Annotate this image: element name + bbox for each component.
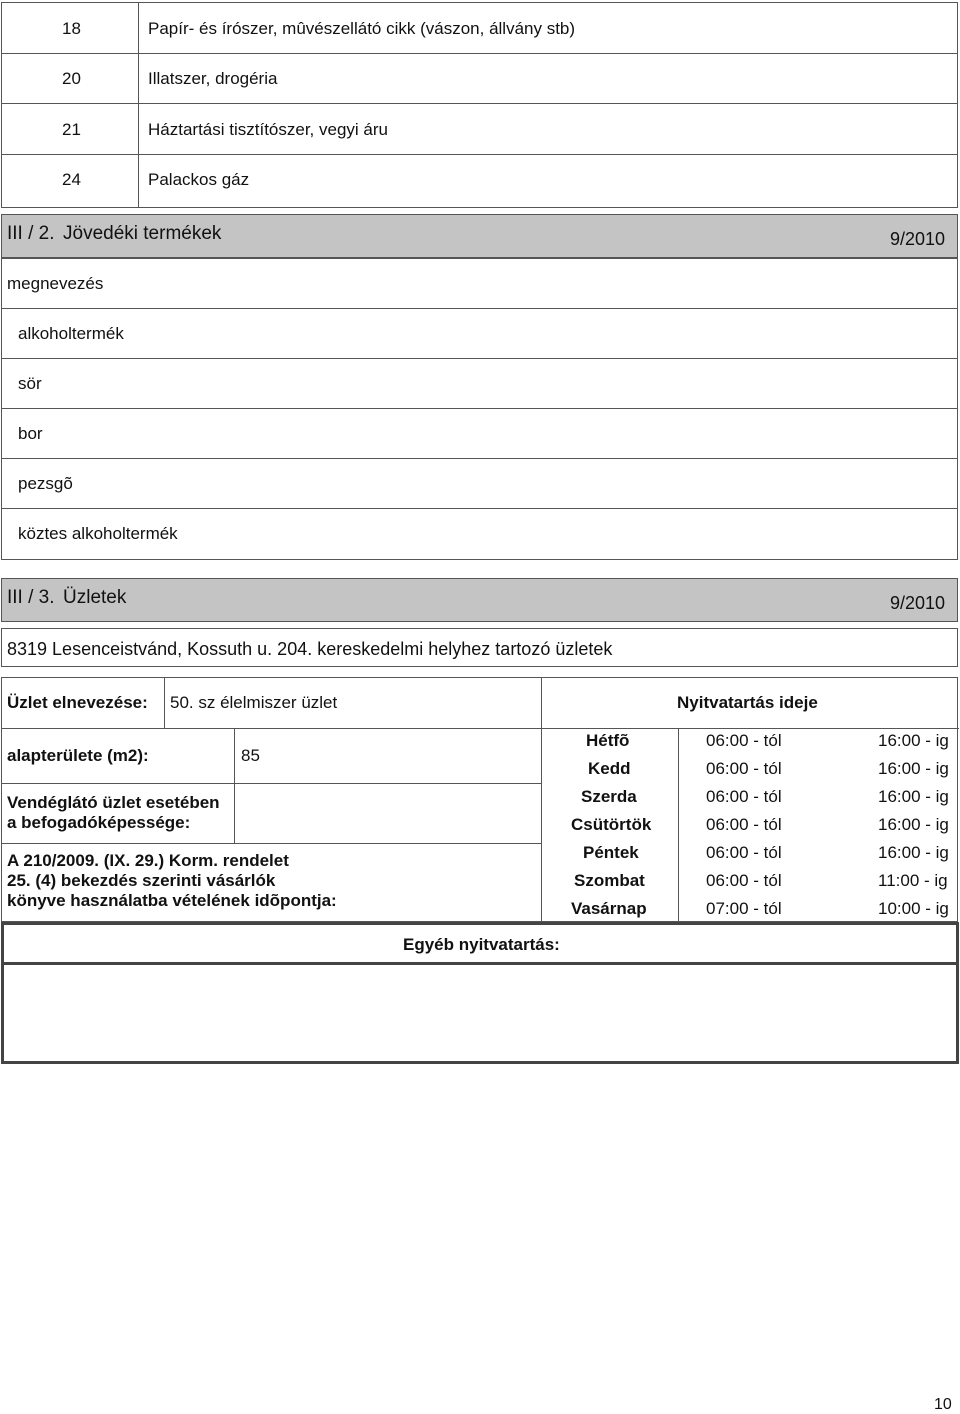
area-value: 85 (241, 746, 260, 765)
capacity-label: a befogadóképessége: (7, 813, 191, 832)
open-from: 06:00 - tól (706, 759, 782, 778)
capacity-label: Vendéglátó üzlet esetében (7, 793, 220, 812)
section2-date: 9/2010 (889, 229, 945, 249)
open-to: 11:00 - ig (878, 871, 948, 890)
open-from: 06:00 - tól (706, 871, 782, 890)
ledger-label: könyve használatba vételének idõpontja: (7, 891, 337, 910)
section2-title: Jövedéki termékek (63, 223, 222, 244)
open-to: 16:00 - ig (878, 815, 949, 834)
open-to: 16:00 - ig (878, 731, 949, 750)
day-label: Péntek (583, 843, 639, 862)
shop-address: 8319 Lesenceistvánd, Kossuth u. 204. kereskedelmi helyhez tartozó üzletek (7, 639, 613, 659)
section2-title-prefix: III / 2. (7, 223, 55, 244)
category-code: 21 (62, 120, 81, 139)
open-from: 06:00 - tól (706, 787, 782, 806)
excise-item: sör (18, 374, 42, 393)
shop-name-value: 50. sz élelmiszer üzlet (170, 693, 338, 712)
open-to: 16:00 - ig (878, 843, 949, 862)
area-label: alapterülete (m2): (7, 746, 149, 765)
open-from: 06:00 - tól (706, 731, 782, 750)
open-to: 10:00 - ig (878, 899, 949, 918)
category-name: Háztartási tisztítószer, vegyi áru (148, 120, 388, 139)
category-code: 20 (62, 69, 81, 88)
section3-title: Üzletek (63, 587, 127, 608)
day-label: Szerda (581, 787, 637, 806)
day-label: Szombat (574, 871, 645, 890)
open-from: 06:00 - tól (706, 843, 782, 862)
excise-header: megnevezés (7, 274, 104, 293)
open-to: 16:00 - ig (878, 787, 949, 806)
section3-header (1, 578, 958, 622)
category-name: Illatszer, drogéria (148, 69, 278, 88)
open-from: 07:00 - tól (706, 899, 782, 918)
excise-item: alkoholtermék (18, 324, 124, 343)
day-label: Kedd (588, 759, 631, 778)
excise-item: bor (18, 424, 43, 443)
section3-title-prefix: III / 3. (7, 587, 55, 608)
open-to: 16:00 - ig (878, 759, 949, 778)
category-name: Papír- és írószer, mûvészellátó cikk (vászon, állvány stb) (148, 19, 576, 38)
open-from: 06:00 - tól (706, 815, 782, 834)
category-name: Palackos gáz (148, 170, 250, 189)
shop-name-label: Üzlet elnevezése: (7, 693, 148, 712)
category-code: 18 (62, 19, 81, 38)
excise-item: pezsgõ (18, 474, 73, 493)
other-hours-label: Egyéb nyitvatartás: (403, 935, 560, 954)
day-label: Vasárnap (571, 899, 647, 918)
excise-table (1, 258, 958, 560)
ledger-label: 25. (4) bekezdés szerinti vásárlók (7, 871, 276, 890)
excise-item: köztes alkoholtermék (18, 524, 178, 543)
opening-hours-header: Nyitvatartás ideje (677, 693, 818, 712)
section3-date: 9/2010 (889, 593, 945, 613)
day-label: Csütörtök (571, 815, 652, 834)
day-label: Hétfõ (586, 731, 630, 750)
page-number: 10 (934, 1396, 952, 1413)
category-code: 24 (62, 170, 81, 189)
ledger-label: A 210/2009. (IX. 29.) Korm. rendelet (7, 851, 289, 870)
